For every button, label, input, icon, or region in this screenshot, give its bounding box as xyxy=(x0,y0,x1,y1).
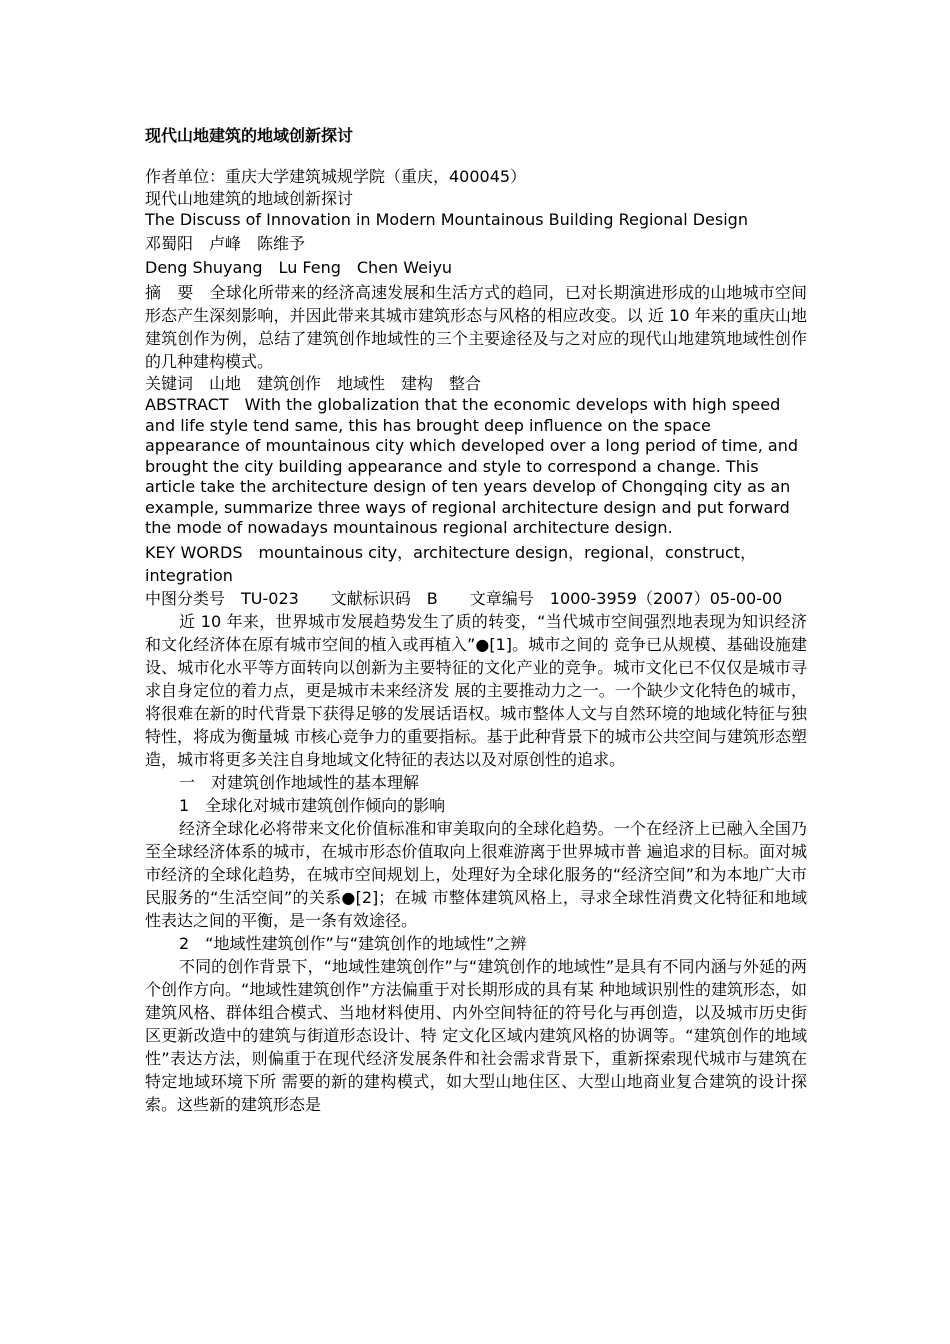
keywords-chinese: 关键词 山地 建筑创作 地域性 建构 整合 xyxy=(145,374,482,393)
authors-english: Deng Shuyang Lu Feng Chen Weiyu xyxy=(145,258,453,277)
keywords-english: KEY WORDS mountainous city，architecture design，regional，construct，integration xyxy=(145,542,757,585)
abstract-chinese: 摘 要 全球化所带来的经济高速发展和生活方式的趋同，已对长期演进形成的山地城市空间形态产生深刻影响，并因此带来其城市建筑形态与风格的相应改变。以 近 10 年来的重庆山地建筑创作为例，总结了建筑创作地域性的三个主要途径及与之对应的现代山地建筑地域性创作的几种建构模式。 xyxy=(145,283,807,371)
classification-numbers: 中图分类号 TU-023 文献标识码 B 文章编号 1000-3959（2007）05-00-00 xyxy=(145,588,783,608)
subsection-heading-2: 2 “地域性建筑创作”与“建筑创作的地域性”之辨 xyxy=(179,933,527,953)
authors-chinese: 邓蜀阳 卢峰 陈维予 xyxy=(145,234,306,253)
title-chinese: 现代山地建筑的地域创新探讨 xyxy=(145,189,354,208)
title-english: The Discuss of Innovation in Modern Mountainous Building Regional Design xyxy=(145,210,748,229)
subsection-heading-1: 1 全球化对城市建筑创作倾向的影响 xyxy=(179,795,446,815)
body-intro-paragraph: 近 10 年来，世界城市发展趋势发生了质的转变，“当代城市空间强烈地表现为知识经济和文化经济体在原有城市空间的植入或再植入”●[1]。城市之间的 竞争已从规模、基础设施建设、城市化水平等方面转向以创新为主要特征的文化产业的竞争。城市文化已不仅仅是城市寻求自身定位的着力点，更是城市未来经济发 展的主要推动力之一。一个缺少文化特色的城市，将很难在新的时代背景下获得足够的发展话语权。城市整体人文与自然环境的地域化特征与独特性，将成为衡量城 市核心竞争力的重要指标。基于此种背景下的城市公共空间与建筑形态塑造，城市将更多关注自身地域文化特征的表达以及对原创性的追求。 xyxy=(145,611,807,769)
body-paragraph-1: 经济全球化必将带来文化价值标准和审美取向的全球化趋势。一个在经济上已融入全国乃至全球经济体系的城市，在城市形态价值取向上很难游离于世界城市普 遍追求的目标。面对城市经济的全球化趋势，在城市空间规划上，处理好为全球化服务的“经济空间”和为本地广大市民服务的“生活空间”的关系●[2]；在城 市整体建筑风格上，寻求全球性消费文化特征和地域性表达之间的平衡，是一条有效途径。 xyxy=(145,818,807,930)
document-title: 现代山地建筑的地域创新探讨 xyxy=(145,126,354,145)
author-affiliation: 作者单位：重庆大学建筑城规学院（重庆，400045） xyxy=(145,167,527,186)
body-paragraph-2: 不同的创作背景下，“地域性建筑创作”与“建筑创作的地域性”是具有不同内涵与外延的两个创作方向。“地域性建筑创作”方法偏重于对长期形成的具有某 种地域识别性的建筑形态，如建筑风格、群体组合模式、当地材料使用、内外空间特征的符号化与再创造，以及城市历史街区更新改造中的建筑与街道形态设计、特 定文化区域内建筑风格的协调等。“建筑创作的地域性”表达方法，则偏重于在现代经济发展条件和社会需求背景下，重新探索现代城市与建筑在特定地域环境下所 需要的新的建构模式，如大型山地住区、大型山地商业复合建筑的设计探索。这些新的建筑形态是 xyxy=(145,956,807,1114)
section-heading-1: 一 对建筑创作地域性的基本理解 xyxy=(179,772,420,792)
document-page xyxy=(145,124,807,1116)
abstract-english: ABSTRACT With the globalization that the economic develops with high speed and life style tend same, this has brought deep influence on the space appearance of mountainous city which developed over a long period of time, and brought the city building appearance and style to correspond a change. This article take the architecture design of ten years develop of Chongqing city as an example, summarize three ways of regional architecture design and put forward the mode of nowadays mountainous regional architecture design. xyxy=(145,395,804,537)
